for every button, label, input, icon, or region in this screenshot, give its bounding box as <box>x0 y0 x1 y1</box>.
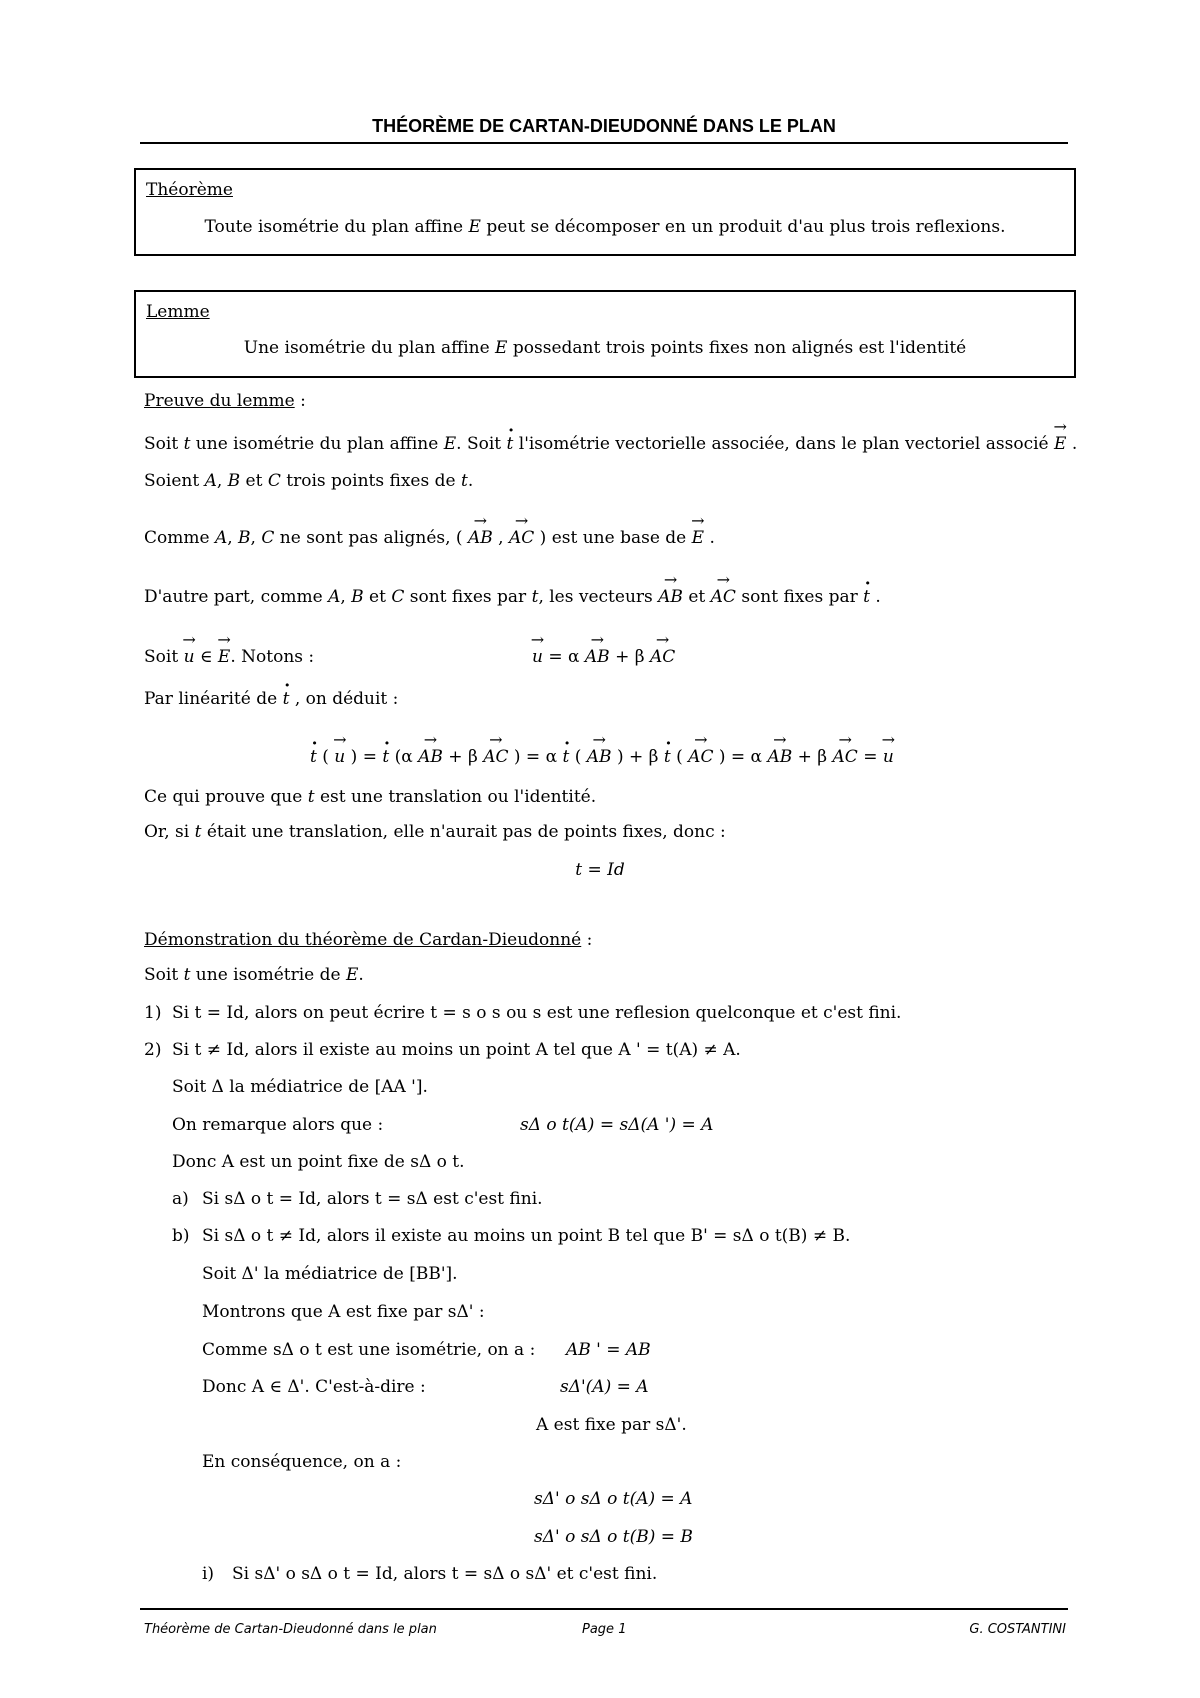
step-2-remark: On remarque alors que : <box>172 1115 384 1135</box>
theorem-text: Toute isométrie du plan affine E peut se décomposer en un produit d'au plus trois reflexions. <box>204 217 1006 237</box>
lemma-text: Une isométrie du plan affine E possedant trois points fixes non alignés est l'identité <box>243 338 967 358</box>
step-2-number: 2) <box>144 1040 162 1060</box>
demo-intro: Soit t une isométrie de E. <box>144 965 364 985</box>
proof-line-4: D'autre part, comme A, B et C sont fixes par t, les vecteurs → AB et → AC sont fixes par · t . <box>144 587 881 607</box>
demo-heading: Démonstration du théorème de Cardan-Dieudonné : <box>144 930 593 950</box>
case-b-equation-a: sΔ' o sΔ o t(A) = A <box>534 1489 693 1509</box>
case-b-membership: Donc A ∈ Δ'. C'est-à-dire : <box>202 1377 426 1397</box>
proof-line-8: Or, si t était une translation, elle n'aurait pas de points fixes, donc : <box>144 822 726 842</box>
step-1-number: 1) <box>144 1003 162 1023</box>
step-2-fixed-point: Donc A est un point fixe de sΔ o t. <box>172 1152 465 1172</box>
page-title: THÉORÈME DE CARTAN-DIEUDONNÉ DANS LE PLAN <box>372 116 836 136</box>
step-2: Si t ≠ Id, alors il existe au moins un point A tel que A ' = t(A) ≠ A. <box>172 1040 741 1060</box>
lemma-label: Lemme <box>146 302 210 322</box>
case-b-fixed: A est fixe par sΔ'. <box>536 1415 687 1435</box>
step-2-remark-equation: sΔ o t(A) = sΔ(A ') = A <box>520 1115 714 1135</box>
equation-u: → u = α → AB + β → AC <box>532 647 675 667</box>
theorem-box <box>134 168 1076 256</box>
case-b: Si sΔ o t ≠ Id, alors il existe au moins un point B tel que B' = sΔ o t(B) ≠ B. <box>202 1226 851 1246</box>
case-a: Si sΔ o t = Id, alors t = sΔ est c'est fini. <box>202 1189 543 1209</box>
theorem-label: Théorème <box>146 180 233 200</box>
case-b-membership-equation: sΔ'(A) = A <box>560 1377 649 1397</box>
case-b-show: Montrons que A est fixe par sΔ' : <box>202 1302 485 1322</box>
case-b-mediatrix: Soit Δ' la médiatrice de [BB']. <box>202 1264 458 1284</box>
footer-left: Théorème de Cartan-Dieudonné dans le plan <box>144 1622 437 1637</box>
proof-line-1: Soit t une isométrie du plan affine E. Soit · t l'isométrie vectorielle associée, dans le plan vectoriel associé → E . <box>144 434 1077 454</box>
case-a-number: a) <box>172 1189 189 1209</box>
case-b-isometry-equation: AB ' = AB <box>566 1340 651 1360</box>
case-b-number: b) <box>172 1226 190 1246</box>
proof-conclusion: t = Id <box>575 860 625 880</box>
footer-right: G. COSTANTINI <box>969 1622 1066 1637</box>
proof-line-7: Ce qui prouve que t est une translation ou l'identité. <box>144 787 597 807</box>
proof-heading: Preuve du lemme : <box>144 391 306 411</box>
case-b-isometry: Comme sΔ o t est une isométrie, on a : <box>202 1340 536 1360</box>
lemma-box <box>134 290 1076 378</box>
subcase-i-number: i) <box>202 1564 215 1584</box>
footer-page: Page 1 <box>582 1622 627 1637</box>
proof-line-5: Soit → u ∈ → E. Notons : <box>144 647 314 667</box>
step-1: Si t = Id, alors on peut écrire t = s o s ou s est une reflesion quelconque et c'est fini. <box>172 1003 902 1023</box>
step-2-mediatrix: Soit Δ la médiatrice de [AA ']. <box>172 1077 428 1097</box>
proof-line-6: Par linéarité de · t , on déduit : <box>144 689 398 709</box>
case-b-equation-b: sΔ' o sΔ o t(B) = B <box>534 1527 693 1547</box>
footer-rule <box>140 1608 1068 1610</box>
equation-linearity: · t ( → u ) = · t (α → AB + β → AC ) = α · t ( → AB ) + β · t ( → AC ) = α → AB + β → AC = → u <box>310 747 894 767</box>
case-b-consequence: En conséquence, on a : <box>202 1452 402 1472</box>
subcase-i: Si sΔ' o sΔ o t = Id, alors t = sΔ o sΔ' et c'est fini. <box>232 1564 658 1584</box>
proof-line-2: Soient A, B et C trois points fixes de t. <box>144 471 474 491</box>
proof-line-3: Comme A, B, C ne sont pas alignés, ( → AB , → AC ) est une base de → E . <box>144 528 715 548</box>
title-rule <box>140 142 1068 144</box>
